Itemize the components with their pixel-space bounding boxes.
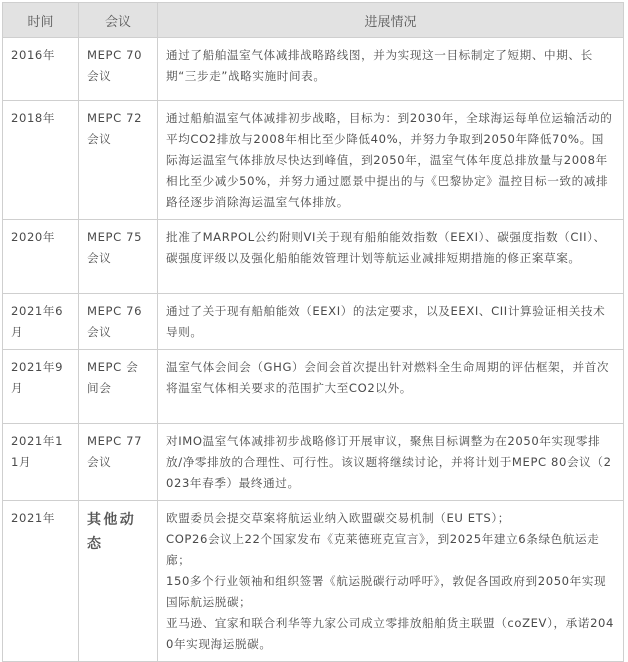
progress-text: 亚马逊、宜家和联合利华等九家公司成立零排放船舶货主联盟（coZEV），承诺2040年实现海运脱碳。: [166, 616, 614, 651]
cell-progress: [158, 424, 624, 501]
header-meeting: 会议: [79, 3, 158, 38]
progress-text: 通过了关于现有船舶能效（EEXI）的法定要求，以及EEXI、CII计算验证相关技术导则。: [166, 304, 606, 339]
cell-meeting: MEPC 75会议: [79, 220, 158, 294]
progress-text: 150多个行业领袖和组织签署《航运脱碳行动呼吁》，敦促各国政府到2050年实现国际航运脱碳；: [166, 574, 607, 609]
progress-table: [2, 2, 624, 662]
table-row: [3, 220, 624, 294]
table-row: [3, 424, 624, 501]
cell-progress: [158, 350, 624, 424]
progress-text: COP26会议上22个国家发布《克莱德班克宣言》，到2025年建立6条绿色航运走廊；: [166, 532, 600, 567]
table-row: [3, 350, 624, 424]
cell-progress: [158, 294, 624, 350]
cell-progress: [158, 101, 624, 220]
cell-meeting: 其他动态: [79, 501, 158, 662]
header-progress: 进展情况: [158, 3, 624, 38]
table-row: [3, 294, 624, 350]
progress-text: 通过了船舶温室气体减排战略路线图，并为实现这一目标制定了短期、中期、长期“三步走”战略实施时间表。: [166, 48, 593, 83]
cell-meeting: MEPC 70会议: [79, 38, 158, 101]
progress-text: 通过船舶温室气体减排初步战略，目标为：到2030年，全球海运每单位运输活动的平均CO2排放与2008年相比至少降低40%，并努力争取到2050年降低70%。国际海运温室气体排放尽快达到峰值，到2050年，温室气体年度总排放量与2008年相比至少减少50%，并努力通过愿景中提出的与《巴黎协定》温控目标一致的减排路径逐步消除海运温室气体排放。: [166, 111, 613, 209]
progress-text: 批准了MARPOL公约附则VI关于现有船舶能效指数（EEXI）、碳强度指数（CII）、碳强度评级以及强化船舶能效管理计划等航运业减排短期措施的修正案草案。: [166, 230, 606, 265]
cell-time: 2016年: [3, 38, 79, 101]
cell-meeting: MEPC 76会议: [79, 294, 158, 350]
cell-meeting: MEPC 77会议: [79, 424, 158, 501]
cell-meeting: MEPC 会间会: [79, 350, 158, 424]
table-row: [3, 501, 624, 662]
progress-text: 温室气体会间会（GHG）会间会首次提出针对燃料全生命周期的评估框架，并首次将温室气体相关要求的范围扩大至CO2以外。: [166, 360, 610, 395]
cell-time: 2021年9月: [3, 350, 79, 424]
progress-text: 欧盟委员会提交草案将航运业纳入欧盟碳交易机制（EU ETS）；: [166, 511, 510, 525]
cell-time: 2021年6月: [3, 294, 79, 350]
cell-progress: [158, 220, 624, 294]
table-header-row: [3, 3, 624, 38]
header-time: 时间: [3, 3, 79, 38]
table-row: [3, 101, 624, 220]
table-row: [3, 38, 624, 101]
cell-progress: [158, 501, 624, 662]
cell-time: 2021年11月: [3, 424, 79, 501]
cell-time: 2020年: [3, 220, 79, 294]
cell-time: 2018年: [3, 101, 79, 220]
progress-text: 对IMO温室气体减排初步战略修订开展审议，聚焦目标调整为在2050年实现零排放/净零排放的合理性、可行性。该议题将继续讨论，并将计划于MEPC 80会议（2023年春季）最终通过。: [166, 434, 612, 490]
cell-meeting: MEPC 72会议: [79, 101, 158, 220]
cell-progress: [158, 38, 624, 101]
cell-time: 2021年: [3, 501, 79, 662]
